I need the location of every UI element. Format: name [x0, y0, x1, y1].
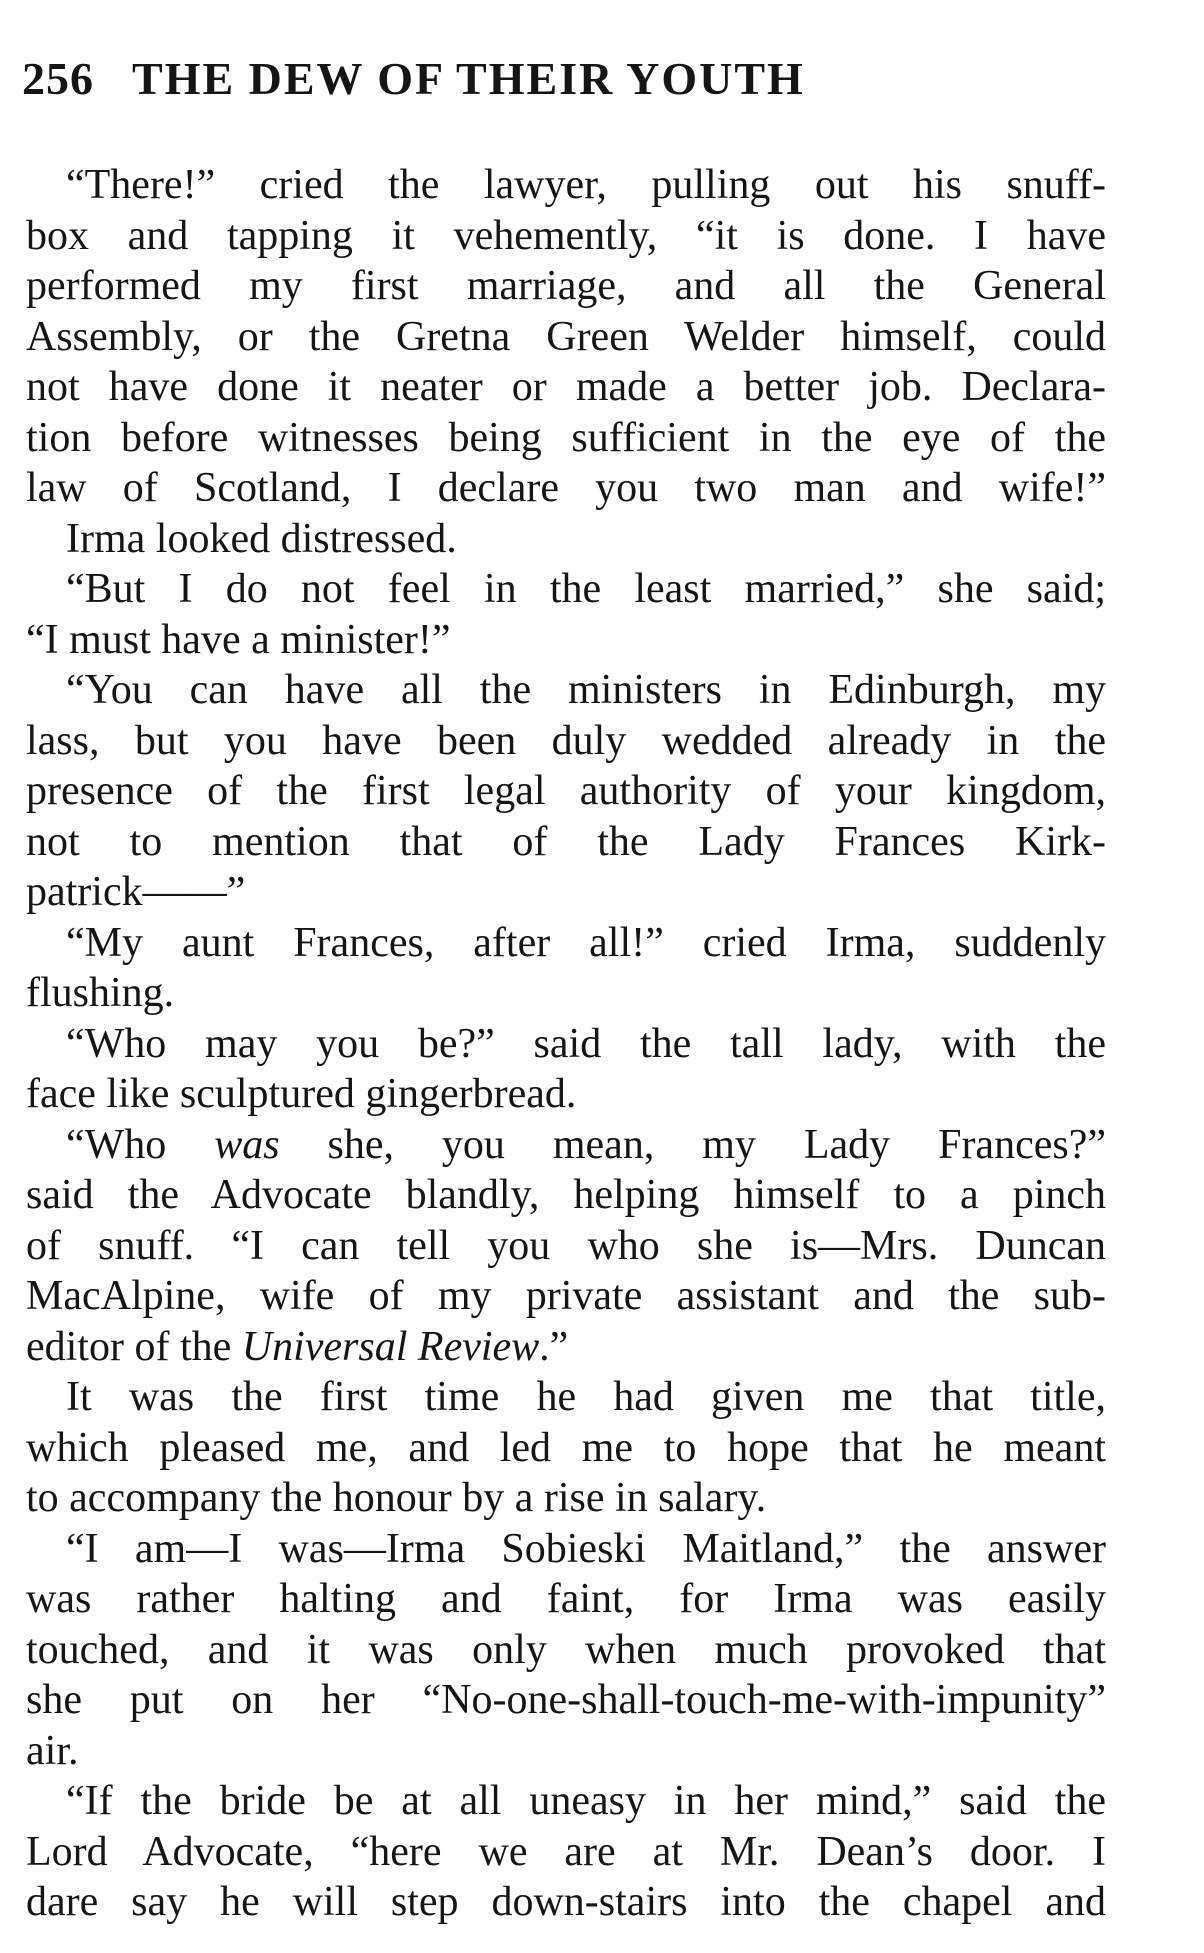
page-number: 256 — [22, 53, 94, 104]
text-line: lass, but you have been duly wedded already in the — [26, 717, 1106, 764]
text-line: “Who may you be?” said the tall lady, with the — [66, 1020, 1106, 1067]
text-line: flushing. — [26, 970, 175, 1016]
text-line: to accompany the honour by a rise in salary. — [26, 1475, 767, 1521]
text-line: she put on her “No-one-shall-touch-me-with-impunity” — [26, 1677, 1106, 1723]
text-line: not have done it neater or made a better job. Declara- — [26, 364, 1106, 410]
text-line: “You can have all the ministers in Edinburgh, my — [66, 667, 1106, 713]
text-line: was rather halting and faint, for Irma was easily — [26, 1576, 1106, 1622]
text-line: Assembly, or the Gretna Green Welder himself, could — [26, 313, 1106, 360]
text-line: “Who was she, you mean, my Lady Frances?” — [66, 1121, 1106, 1168]
running-title: THE DEW OF THEIR YOUTH — [132, 53, 805, 104]
text-line: “But I do not feel in the least married,” she said; — [66, 566, 1106, 612]
text-line: said the Advocate blandly, helping himself to a pinch — [26, 1172, 1106, 1218]
text-line: touched, and it was only when much provoked that — [26, 1626, 1106, 1673]
text-line: editor of the Universal Review.” — [26, 1323, 569, 1370]
text-line: patrick——” — [26, 869, 246, 915]
text-line: Lord Advocate, “here we are at Mr. Dean’s door. I — [26, 1828, 1106, 1875]
text-line: which pleased me, and led me to hope that he meant — [26, 1424, 1106, 1471]
text-line: law of Scotland, I declare you two man and wife!” — [26, 465, 1106, 511]
text-line: “My aunt Frances, after all!” cried Irma, suddenly — [66, 919, 1106, 966]
text-line: tion before witnesses being sufficient in the eye of the — [26, 414, 1106, 461]
text-line: dare say he will step down-stairs into the chapel and — [26, 1879, 1106, 1925]
text-line: “There!” cried the lawyer, pulling out his snuff- — [66, 162, 1106, 208]
text-line: Irma looked distressed. — [66, 515, 457, 562]
text-line: MacAlpine, wife of my private assistant and the sub- — [26, 1273, 1106, 1319]
text-line: air. — [26, 1727, 79, 1774]
text-line: not to mention that of the Lady Frances Kirk- — [26, 818, 1106, 865]
text-line: of snuff. “I can tell you who she is—Mrs. Duncan — [26, 1222, 1106, 1269]
page-header — [22, 53, 805, 104]
text-line: box and tapping it vehemently, “it is done. I have — [26, 212, 1106, 259]
text-line: It was the first time he had given me that title, — [66, 1374, 1106, 1420]
text-line: “If the bride be at all uneasy in her mind,” said the — [66, 1778, 1106, 1824]
text-line: “I must have a minister!” — [26, 616, 451, 663]
text-line: “I am—I was—Irma Sobieski Maitland,” the answer — [66, 1525, 1106, 1572]
text-line: performed my first marriage, and all the General — [26, 263, 1106, 309]
text-line: presence of the first legal authority of your kingdom, — [26, 768, 1106, 814]
body-text — [26, 160, 1106, 1928]
text-line: face like sculptured gingerbread. — [26, 1071, 577, 1117]
